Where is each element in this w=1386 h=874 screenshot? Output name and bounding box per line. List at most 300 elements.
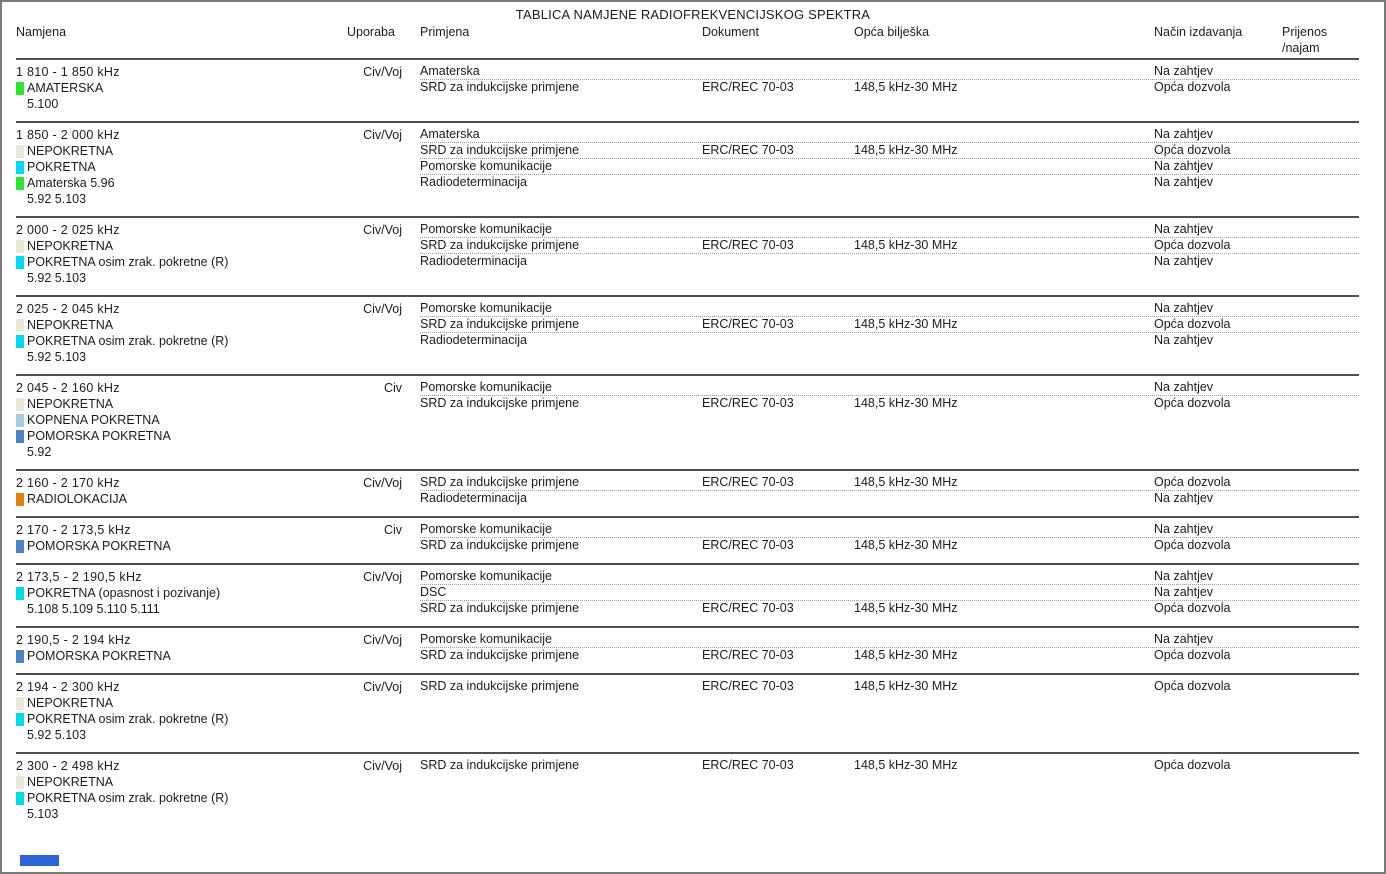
swatch-placeholder (16, 272, 24, 285)
column-header-opca-biljeska: Opća bilješka (854, 25, 930, 39)
service-dokument: ERC/REC 70-03 (702, 679, 794, 693)
column-header-prijenos-najam (1282, 24, 1359, 58)
allocation-label: POKRETNA osim zrak. pokretne (R) (27, 791, 229, 805)
frequency-range: 1 850 - 2 000 kHz (16, 128, 120, 142)
service-biljeska: 148,5 kHz-30 MHz (854, 317, 958, 331)
service-dokument (702, 569, 854, 585)
service-prijenos (1282, 522, 1359, 538)
service-biljeska: 148,5 kHz-30 MHz (854, 475, 958, 489)
allocation-label: 5.92 5.103 (27, 271, 87, 285)
allocation-line (16, 238, 347, 254)
service-dokument (702, 301, 854, 317)
service-izdavanje: Na zahtjev (1154, 522, 1214, 536)
frequency-range: 2 170 - 2 173,5 kHz (16, 523, 131, 537)
swatch-placeholder (16, 729, 24, 742)
service-subrow (420, 491, 1359, 507)
table-row (16, 752, 1359, 874)
services-cell (420, 301, 1359, 365)
service-dokument (702, 380, 854, 396)
allocation-swatch (16, 161, 24, 174)
service-izdavanje: Na zahtjev (1154, 159, 1214, 173)
service-dokument (702, 585, 854, 601)
service-primjena: Pomorske komunikacije (420, 222, 552, 236)
table-row (16, 374, 1359, 469)
service-izdavanje: Opća dozvola (1154, 648, 1231, 662)
service-primjena: Amaterska (420, 127, 480, 141)
service-prijenos (1282, 317, 1359, 333)
service-subrow (420, 758, 1359, 774)
swatch-placeholder (16, 193, 24, 206)
service-prijenos (1282, 475, 1359, 491)
allocation-swatch (16, 430, 24, 443)
service-izdavanje: Opća dozvola (1154, 679, 1231, 693)
allocation-line (16, 444, 347, 460)
frequency-range: 2 045 - 2 160 kHz (16, 381, 120, 395)
allocation-label: POMORSKA POKRETNA (27, 649, 171, 663)
allocation-label: NEPOKRETNA (27, 239, 114, 253)
frequency-range: 2 194 - 2 300 kHz (16, 680, 120, 694)
allocation-swatch (16, 145, 24, 158)
allocation-line (16, 711, 347, 727)
service-dokument: ERC/REC 70-03 (702, 143, 794, 157)
service-dokument: ERC/REC 70-03 (702, 396, 794, 410)
service-subrow (420, 127, 1359, 143)
service-biljeska (854, 380, 1154, 396)
table-row (16, 58, 1359, 121)
usage-value: Civ/Voj (363, 680, 402, 694)
services-cell (420, 127, 1359, 207)
allocation-cell (16, 632, 347, 664)
table-row (16, 626, 1359, 673)
services-cell (420, 569, 1359, 617)
service-izdavanje: Na zahtjev (1154, 333, 1214, 347)
services-cell (420, 380, 1359, 460)
allocation-label: NEPOKRETNA (27, 397, 114, 411)
table-row (16, 563, 1359, 626)
column-header-dokument: Dokument (702, 25, 759, 39)
service-subrow (420, 80, 1359, 96)
service-primjena: Radiodeterminacija (420, 175, 528, 189)
service-izdavanje: Na zahtjev (1154, 491, 1214, 505)
service-prijenos (1282, 333, 1359, 349)
service-izdavanje: Opća dozvola (1154, 80, 1231, 94)
service-izdavanje: Na zahtjev (1154, 175, 1214, 189)
service-prijenos (1282, 175, 1359, 191)
services-cell (420, 679, 1359, 743)
service-subrow (420, 585, 1359, 601)
service-biljeska (854, 254, 1154, 270)
service-biljeska (854, 301, 1154, 317)
service-primjena: SRD za indukcijske primjene (420, 601, 580, 615)
usage-value: Civ (383, 381, 402, 395)
service-primjena: SRD za indukcijske primjene (420, 396, 580, 410)
bottom-blue-marker (20, 855, 59, 866)
allocation-cell (16, 679, 347, 743)
services-cell (420, 222, 1359, 286)
column-header-uporaba: Uporaba (347, 25, 395, 39)
swatch-placeholder (16, 98, 24, 111)
column-header-namjena: Namjena (16, 25, 67, 39)
service-biljeska: 148,5 kHz-30 MHz (854, 396, 958, 410)
allocation-label: 5.92 5.103 (27, 350, 87, 364)
service-izdavanje: Opća dozvola (1154, 475, 1231, 489)
allocation-cell (16, 475, 347, 507)
service-izdavanje: Na zahtjev (1154, 64, 1214, 78)
service-biljeska: 148,5 kHz-30 MHz (854, 758, 958, 772)
service-izdavanje: Opća dozvola (1154, 396, 1231, 410)
allocation-line (16, 175, 347, 191)
frequency-range: 2 025 - 2 045 kHz (16, 302, 120, 316)
allocation-swatch (16, 792, 24, 805)
allocation-label: POMORSKA POKRETNA (27, 539, 171, 553)
service-biljeska (854, 159, 1154, 175)
service-primjena: Pomorske komunikacije (420, 159, 552, 173)
allocation-line (16, 270, 347, 286)
allocation-line (16, 80, 347, 96)
service-primjena: Radiodeterminacija (420, 491, 528, 505)
allocation-line (16, 491, 347, 507)
service-subrow (420, 569, 1359, 585)
service-izdavanje: Opća dozvola (1154, 601, 1231, 615)
allocation-line (16, 774, 347, 790)
usage-value: Civ/Voj (363, 65, 402, 79)
service-prijenos (1282, 679, 1359, 695)
service-dokument: ERC/REC 70-03 (702, 475, 794, 489)
allocation-line (16, 191, 347, 207)
table-rows (16, 58, 1359, 874)
service-prijenos (1282, 64, 1359, 80)
allocation-line (16, 727, 347, 743)
allocation-cell (16, 222, 347, 286)
usage-value: Civ/Voj (363, 570, 402, 584)
service-dokument (702, 127, 854, 143)
service-biljeska (854, 127, 1154, 143)
service-subrow (420, 601, 1359, 617)
allocation-line (16, 412, 347, 428)
allocation-swatch (16, 319, 24, 332)
service-izdavanje: Opća dozvola (1154, 317, 1231, 331)
allocation-cell (16, 127, 347, 207)
allocation-label: 5.92 5.103 (27, 192, 87, 206)
service-dokument (702, 64, 854, 80)
service-biljeska: 148,5 kHz-30 MHz (854, 538, 958, 552)
services-cell (420, 475, 1359, 507)
service-primjena: SRD za indukcijske primjene (420, 758, 580, 772)
allocation-line (16, 428, 347, 444)
allocation-label: NEPOKRETNA (27, 318, 114, 332)
service-primjena: SRD za indukcijske primjene (420, 648, 580, 662)
column-header-primjena: Primjena (420, 25, 470, 39)
service-prijenos (1282, 569, 1359, 585)
service-dokument: ERC/REC 70-03 (702, 758, 794, 772)
allocation-label: POKRETNA (27, 160, 96, 174)
table-row (16, 216, 1359, 295)
service-dokument (702, 159, 854, 175)
service-dokument: ERC/REC 70-03 (702, 648, 794, 662)
usage-value: Civ (383, 523, 402, 537)
service-biljeska: 148,5 kHz-30 MHz (854, 80, 958, 94)
allocation-line (16, 538, 347, 554)
service-subrow (420, 522, 1359, 538)
allocation-swatch (16, 540, 24, 553)
allocation-label: 5.92 5.103 (27, 728, 87, 742)
service-biljeska (854, 585, 1154, 601)
service-primjena: Pomorske komunikacije (420, 569, 552, 583)
allocation-label: POKRETNA (opasnost i pozivanje) (27, 586, 221, 600)
allocation-label: RADIOLOKACIJA (27, 492, 128, 506)
service-biljeska: 148,5 kHz-30 MHz (854, 648, 958, 662)
service-prijenos (1282, 648, 1359, 664)
service-subrow (420, 475, 1359, 491)
table (16, 24, 1359, 874)
service-prijenos (1282, 758, 1359, 774)
service-prijenos (1282, 601, 1359, 617)
allocation-line (16, 333, 347, 349)
service-izdavanje: Na zahtjev (1154, 127, 1214, 141)
allocation-label: AMATERSKA (27, 81, 104, 95)
allocation-line (16, 585, 347, 601)
allocation-cell (16, 758, 347, 874)
service-subrow (420, 64, 1359, 80)
column-header-prijenos-line1: Prijenos (1282, 25, 1328, 39)
allocation-label: POKRETNA osim zrak. pokretne (R) (27, 255, 229, 269)
service-izdavanje: Na zahtjev (1154, 632, 1214, 646)
service-subrow (420, 175, 1359, 191)
frequency-range: 2 000 - 2 025 kHz (16, 223, 120, 237)
service-biljeska (854, 333, 1154, 349)
swatch-placeholder (16, 351, 24, 364)
allocation-line (16, 648, 347, 664)
table-row (16, 516, 1359, 563)
service-dokument (702, 222, 854, 238)
allocation-cell (16, 64, 347, 112)
allocation-swatch (16, 414, 24, 427)
table-header (16, 24, 1359, 58)
service-biljeska: 148,5 kHz-30 MHz (854, 143, 958, 157)
frequency-range: 2 300 - 2 498 kHz (16, 759, 120, 773)
allocation-swatch (16, 697, 24, 710)
service-biljeska (854, 175, 1154, 191)
usage-value: Civ/Voj (363, 476, 402, 490)
service-prijenos (1282, 396, 1359, 412)
service-izdavanje: Opća dozvola (1154, 238, 1231, 252)
service-primjena: SRD za indukcijske primjene (420, 317, 580, 331)
service-primjena: Pomorske komunikacije (420, 632, 552, 646)
allocation-line (16, 96, 347, 112)
service-dokument: ERC/REC 70-03 (702, 317, 794, 331)
service-primjena: SRD za indukcijske primjene (420, 538, 580, 552)
service-prijenos (1282, 159, 1359, 175)
service-subrow (420, 333, 1359, 349)
service-primjena: Radiodeterminacija (420, 254, 528, 268)
service-prijenos (1282, 585, 1359, 601)
service-biljeska (854, 522, 1154, 538)
allocation-label: NEPOKRETNA (27, 696, 114, 710)
allocation-label: 5.103 (27, 807, 59, 821)
page-title: TABLICA NAMJENE RADIOFREKVENCIJSKOG SPEKTRA (515, 7, 871, 22)
services-cell (420, 522, 1359, 554)
service-primjena: Radiodeterminacija (420, 333, 528, 347)
allocation-label: KOPNENA POKRETNA (27, 413, 160, 427)
frequency-range: 2 190,5 - 2 194 kHz (16, 633, 131, 647)
service-dokument (702, 254, 854, 270)
allocation-line (16, 396, 347, 412)
allocation-line (16, 695, 347, 711)
allocation-line (16, 806, 347, 822)
allocation-swatch (16, 493, 24, 506)
allocation-line (16, 254, 347, 270)
service-dokument (702, 632, 854, 648)
service-prijenos (1282, 301, 1359, 317)
service-subrow (420, 238, 1359, 254)
allocation-line (16, 143, 347, 159)
swatch-placeholder (16, 808, 24, 821)
allocation-swatch (16, 177, 24, 190)
service-subrow (420, 143, 1359, 159)
allocation-line (16, 349, 347, 365)
service-biljeska: 148,5 kHz-30 MHz (854, 238, 958, 252)
services-cell (420, 64, 1359, 112)
frequency-range: 2 173,5 - 2 190,5 kHz (16, 570, 142, 584)
table-row (16, 673, 1359, 752)
service-subrow (420, 380, 1359, 396)
service-subrow (420, 254, 1359, 270)
service-primjena: Amaterska (420, 64, 480, 78)
service-prijenos (1282, 538, 1359, 554)
allocation-line (16, 790, 347, 806)
service-izdavanje: Opća dozvola (1154, 538, 1231, 552)
service-dokument (702, 491, 854, 507)
service-izdavanje: Opća dozvola (1154, 143, 1231, 157)
service-prijenos (1282, 254, 1359, 270)
services-cell (420, 758, 1359, 874)
service-biljeska (854, 569, 1154, 585)
allocation-line (16, 317, 347, 333)
table-row (16, 295, 1359, 374)
service-primjena: Pomorske komunikacije (420, 380, 552, 394)
service-izdavanje: Na zahtjev (1154, 222, 1214, 236)
service-prijenos (1282, 222, 1359, 238)
allocation-label: NEPOKRETNA (27, 775, 114, 789)
service-prijenos (1282, 632, 1359, 648)
service-primjena: SRD za indukcijske primjene (420, 238, 580, 252)
column-header-prijenos-line2: /najam (1282, 41, 1320, 55)
allocation-label: 5.108 5.109 5.110 5.111 (27, 602, 160, 616)
service-prijenos (1282, 143, 1359, 159)
frequency-range: 2 160 - 2 170 kHz (16, 476, 120, 490)
service-biljeska: 148,5 kHz-30 MHz (854, 679, 958, 693)
allocation-cell (16, 522, 347, 554)
service-prijenos (1282, 491, 1359, 507)
service-subrow (420, 538, 1359, 554)
service-subrow (420, 396, 1359, 412)
service-prijenos (1282, 127, 1359, 143)
service-primjena: SRD za indukcijske primjene (420, 80, 580, 94)
allocation-line (16, 601, 347, 617)
service-primjena: Pomorske komunikacije (420, 522, 552, 536)
allocation-cell (16, 301, 347, 365)
allocation-swatch (16, 256, 24, 269)
service-dokument (702, 175, 854, 191)
service-dokument: ERC/REC 70-03 (702, 538, 794, 552)
swatch-placeholder (16, 446, 24, 459)
service-subrow (420, 679, 1359, 695)
service-primjena: SRD za indukcijske primjene (420, 143, 580, 157)
service-primjena: Pomorske komunikacije (420, 301, 552, 315)
usage-value: Civ/Voj (363, 633, 402, 647)
swatch-placeholder (16, 603, 24, 616)
service-dokument: ERC/REC 70-03 (702, 601, 794, 615)
service-dokument (702, 522, 854, 538)
allocation-cell (16, 380, 347, 460)
allocation-label: POMORSKA POKRETNA (27, 429, 171, 443)
service-izdavanje: Na zahtjev (1154, 254, 1214, 268)
service-biljeska: 148,5 kHz-30 MHz (854, 601, 958, 615)
service-dokument: ERC/REC 70-03 (702, 238, 794, 252)
allocation-label: 5.92 (27, 445, 52, 459)
allocation-swatch (16, 713, 24, 726)
service-subrow (420, 159, 1359, 175)
allocation-label: 5.100 (27, 97, 59, 111)
allocation-label: Amaterska 5.96 (27, 176, 115, 190)
allocation-swatch (16, 335, 24, 348)
column-header-nacin-izdavanja: Način izdavanja (1154, 25, 1243, 39)
service-biljeska (854, 222, 1154, 238)
usage-value: Civ/Voj (363, 128, 402, 142)
allocation-swatch (16, 398, 24, 411)
allocation-label: POKRETNA osim zrak. pokretne (R) (27, 712, 229, 726)
table-row (16, 121, 1359, 216)
service-subrow (420, 317, 1359, 333)
service-prijenos (1282, 238, 1359, 254)
allocation-line (16, 159, 347, 175)
service-subrow (420, 301, 1359, 317)
allocation-swatch (16, 82, 24, 95)
service-dokument: ERC/REC 70-03 (702, 80, 794, 94)
service-primjena: SRD za indukcijske primjene (420, 475, 580, 489)
service-izdavanje: Na zahtjev (1154, 585, 1214, 599)
service-izdavanje: Opća dozvola (1154, 758, 1231, 772)
table-row (16, 469, 1359, 516)
service-dokument (702, 333, 854, 349)
allocation-swatch (16, 650, 24, 663)
allocation-label: POKRETNA osim zrak. pokretne (R) (27, 334, 229, 348)
usage-value: Civ/Voj (363, 302, 402, 316)
service-primjena: DSC (420, 585, 447, 599)
service-izdavanje: Na zahtjev (1154, 569, 1214, 583)
service-subrow (420, 222, 1359, 238)
service-prijenos (1282, 80, 1359, 96)
allocation-cell (16, 569, 347, 617)
service-izdavanje: Na zahtjev (1154, 301, 1214, 315)
service-subrow (420, 632, 1359, 648)
allocation-swatch (16, 240, 24, 253)
frequency-range: 1 810 - 1 850 kHz (16, 65, 120, 79)
service-biljeska (854, 64, 1154, 80)
service-biljeska (854, 491, 1154, 507)
usage-value: Civ/Voj (363, 759, 402, 773)
service-biljeska (854, 632, 1154, 648)
service-izdavanje: Na zahtjev (1154, 380, 1214, 394)
service-primjena: SRD za indukcijske primjene (420, 679, 580, 693)
services-cell (420, 632, 1359, 664)
allocation-label: NEPOKRETNA (27, 144, 114, 158)
service-subrow (420, 648, 1359, 664)
allocation-swatch (16, 587, 24, 600)
service-prijenos (1282, 380, 1359, 396)
usage-value: Civ/Voj (363, 223, 402, 237)
allocation-swatch (16, 776, 24, 789)
